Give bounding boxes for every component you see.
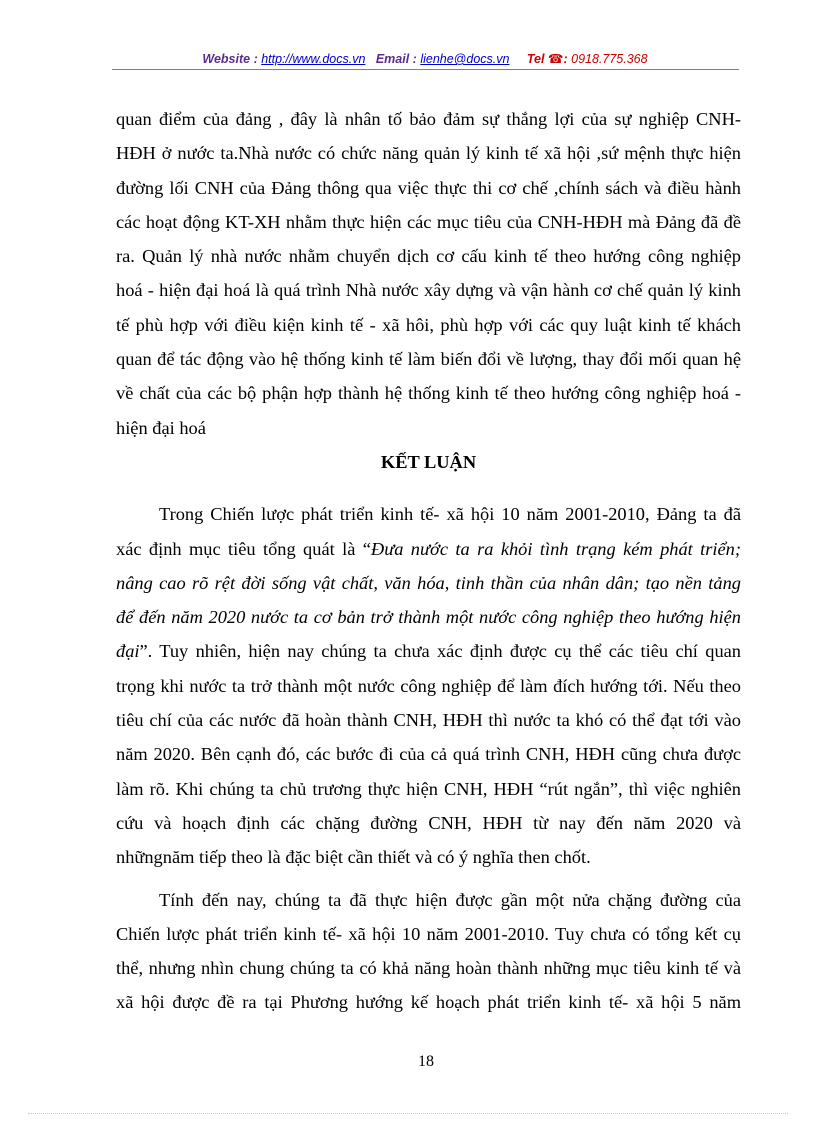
text-span: xác định mục tiêu tổng quát là “ (116, 538, 371, 559)
text-line (116, 532, 741, 566)
website-link[interactable]: http://www.docs.vn (261, 52, 366, 66)
quote-text: đại (116, 641, 140, 662)
quote-text: Đưa nước ta ra khỏi tình trạng kém phát triển; (370, 538, 742, 559)
text-line: HĐH ở nước ta.Nhà nước có chức năng quản lý kinh tế xã hội ,sứ mệnh thực hiện (116, 143, 741, 164)
text-line: hoá - hiện đại hoá là quá trình Nhà nước xây dựng và vận hành cơ chế quản lý kinh (116, 280, 741, 301)
tel-label: Tel (526, 52, 545, 66)
website-separator: : (250, 52, 262, 66)
text-line: tiêu chí của các nước đã hoàn thành CNH, HĐH thì nước ta khó có thể đạt tới vào (116, 710, 741, 731)
spacer (116, 875, 741, 883)
email-separator: : (409, 52, 421, 66)
page-number: 18 (418, 1053, 434, 1070)
text-line: năm 2020. Bên cạnh đó, các bước đi của cả quá trình CNH, HĐH cũng chưa được (116, 744, 741, 765)
text-line: nhữngnăm tiếp theo là đặc biệt cần thiết và có ý nghĩa then chốt. (116, 847, 591, 868)
paragraph-1 (116, 102, 741, 445)
text-line: đường lối CNH của Đảng thông qua việc thực thi cơ chế ,chính sách và điều hành (116, 177, 741, 198)
section-heading: KẾT LUẬN (380, 451, 477, 472)
text-line: về chất của các bộ phận hợp thành hệ thống kinh tế theo hướng công nghiệp hoá - (116, 383, 741, 404)
paragraph-2 (116, 497, 741, 874)
website-label: Website (202, 52, 251, 66)
spacer (116, 479, 741, 497)
paragraph-3 (116, 883, 741, 1020)
quote-text: nâng cao rõ rệt đời sống vật chất, văn hóa, tinh thần của nhân dân; tạo nền tảng (116, 572, 741, 593)
text-line: ra. Quản lý nhà nước nhằm chuyển dịch cơ cấu kinh tế theo hướng công nghiệp (116, 246, 741, 267)
text-line (116, 634, 741, 668)
text-line: thể, nhưng nhìn chung chúng ta có khả năng hoàn thành những mục tiêu kinh tế và (116, 958, 741, 979)
text-line: Trong Chiến lược phát triển kinh tế- xã hội 10 năm 2001-2010, Đảng ta đã (159, 504, 741, 525)
tel-number: 0918.775.368 (571, 52, 648, 66)
text-line: quan điểm của đảng , đây là nhân tố bảo đảm sự thắng lợi của sự nghiệp CNH- (116, 109, 741, 129)
quote-text: để đến năm 2020 nước ta cơ bản trở thành một nước công nghiệp theo hướng hiện (116, 607, 741, 628)
email-label: Email (375, 52, 410, 66)
phone-icon: ☎: (544, 52, 572, 66)
text-span: ”. Tuy nhiên, hiện nay chúng ta chưa xác định được cụ thể các tiêu chí quan (139, 641, 741, 662)
text-line: xã hội được đề ra tại Phương hướng kế hoạch phát triển kinh tế- xã hội 5 năm (116, 992, 741, 1013)
text-line: Chiến lược phát triển kinh tế- xã hội 10 năm 2001-2010. Tuy chưa có tổng kết cụ (116, 923, 741, 944)
page-bottom-border (28, 1113, 788, 1114)
page-header (110, 49, 740, 69)
document-body (116, 102, 741, 1020)
text-line: hiện đại hoá (116, 417, 206, 438)
text-line: quan để tác động vào hệ thống kinh tế làm biến đổi về lượng, thay đổi mối quan hệ (116, 349, 741, 370)
text-line: các hoạt động KT-XH nhằm thực hiện các mục tiêu của CNH-HĐH mà Đảng đã đề (116, 211, 741, 232)
text-line: trọng khi nước ta trở thành một nước công nghiệp để làm đích hướng tới. Nếu theo (116, 675, 741, 696)
text-line: cứu và hoạch định các chặng đường CNH, HĐH từ nay đến năm 2020 và (116, 812, 741, 833)
text-line: tế phù hợp với điều kiện kinh tế - xã hôi, phù hợp với các quy luật kinh tế khách (116, 314, 741, 335)
email-link[interactable]: lienhe@docs.vn (420, 52, 510, 66)
text-line: làm rõ. Khi chúng ta chủ trương thực hiện CNH, HĐH “rút ngắn”, thì việc nghiên (116, 778, 741, 799)
header-divider (112, 69, 739, 70)
text-line: Tính đến nay, chúng ta đã thực hiện được gần một nửa chặng đường của (159, 889, 741, 910)
